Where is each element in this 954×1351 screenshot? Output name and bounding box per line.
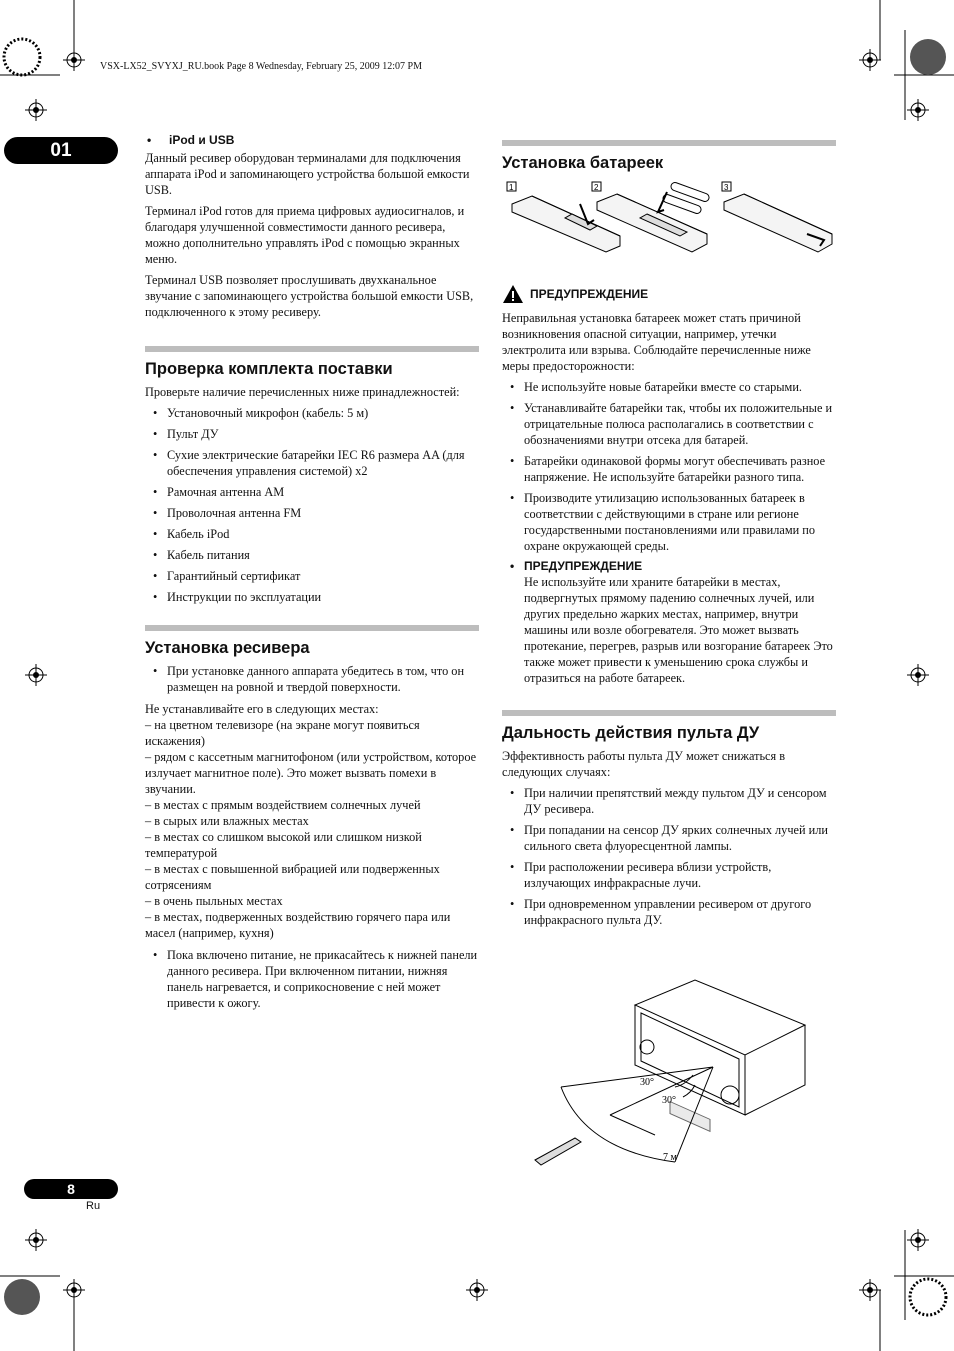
list-item: • Устанавливайте батарейки так, чтобы их положительные и отрицательные полюса располагались в соответствии с обозначениями внутри отсека для батарей. <box>502 400 836 448</box>
places-list <box>145 717 479 941</box>
list-item: • Гарантийный сертификат <box>145 568 479 584</box>
chapter-badge: 01 <box>4 137 118 164</box>
warning2-title: • ПРЕДУПРЕЖДЕНИЕ <box>510 559 643 573</box>
warning-triangle-icon <box>502 284 524 304</box>
list-item: • Пульт ДУ <box>145 426 479 442</box>
install-bullets <box>145 663 479 695</box>
section-title-install: Установка ресивера <box>145 639 310 657</box>
warning2-text: Не используйте или храните батарейки в местах, подвергнутых прямому падению солнечных лучей, или других предельно жарких местах, например, внутри машины или возле обогревателя. Это может вызвать протекание, перегрев, разрыв или возгорание батареек Это также может привести к уменьшению срока службы и отразиться на работе батареек. <box>524 575 833 685</box>
list-item: – на цветном телевизоре (на экране могут появиться искажения) <box>145 718 420 748</box>
install-bullets-2 <box>145 947 479 1011</box>
section-title-batteries: Установка батареек <box>502 154 664 172</box>
section-bar <box>502 710 836 716</box>
distance-label: 7 м <box>663 1152 677 1163</box>
ipod-paragraph: Терминал USB позволяет прослушивать двухканальное звучание с запоминающего устройства большой емкости USB, подключенного к этому ресиверу. <box>145 273 474 319</box>
angle-label: 30° <box>662 1095 676 1106</box>
accessories-list <box>145 405 479 605</box>
list-item: • Не используйте новые батарейки вместе со старыми. <box>502 379 836 395</box>
ipod-paragraph: Терминал iPod готов для приема цифровых аудиосигналов, и благодаря улучшенной совместимости данного ресивера, можно дополнительно управлять iPod с помощью экранных меню. <box>145 204 465 266</box>
list-item: • При наличии препятствий между пультом ДУ и сенсором ДУ ресивера. <box>502 785 836 817</box>
list-item: • Проволочная антенна FM <box>145 505 479 521</box>
list-item: • Батарейки одинаковой формы могут обеспечивать разное напряжение. Не используйте батарейки разного типа. <box>502 453 836 485</box>
section-bar <box>502 140 836 146</box>
page-number: 8 <box>24 1179 118 1199</box>
section-bar <box>145 625 479 631</box>
list-item: • При попадании на сенсор ДУ ярких солнечных лучей или сильного света флуоресцентной лампы. <box>502 822 836 854</box>
list-item: – в местах со слишком высокой или слишком низкой температурой <box>145 830 422 860</box>
section-title-range: Дальность действия пульта ДУ <box>502 724 760 742</box>
list-item: • Установочный микрофон (кабель: 5 м) <box>145 405 479 421</box>
file-header: VSX-LX52_SVYXJ_RU.book Page 8 Wednesday, February 25, 2009 12:07 PM <box>100 61 422 72</box>
right-column <box>502 140 836 934</box>
section-bar <box>145 346 479 352</box>
list-item: – в очень пыльных местах <box>145 894 283 908</box>
list-item: • Кабель iPod <box>145 526 479 542</box>
language-code: Ru <box>86 1200 101 1212</box>
list-item: – в сырых или влажных местах <box>145 814 309 828</box>
warning-header <box>502 284 836 304</box>
list-item: • При расположении ресивера вблизи устройств, излучающих инфракрасные лучи. <box>502 859 836 891</box>
list-item: • При установке данного аппарата убедитесь в том, что он размещен на ровной и твердой поверхности. <box>145 663 479 695</box>
range-conditions-list <box>502 785 836 928</box>
range-intro: Эффективность работы пульта ДУ может снижаться в следующих случаях: <box>502 749 786 779</box>
section-title-check: Проверка комплекта поставки <box>145 360 393 378</box>
list-item: – в местах, подверженных воздействию горячего пара или масел (например, кухня) <box>145 910 451 940</box>
install-intro: Не устанавливайте его в следующих местах: <box>145 702 379 716</box>
list-item: – в местах с прямым воздействием солнечных лучей <box>145 798 421 812</box>
list-item: – в местах с повышенной вибрацией или подверженных сотрясениям <box>145 862 440 892</box>
left-column <box>145 132 479 1017</box>
list-item: • При одновременном управлении ресивером от другого инфракрасного пульта ДУ. <box>502 896 836 928</box>
list-item: • Кабель питания <box>145 547 479 563</box>
angle-label: 30° <box>640 1077 654 1088</box>
list-item: • Пока включено питание, не прикасайтесь к нижней панели данного ресивера. При включенном питании, нижняя панель нагревается, и соприкосновение с ней может привести к ожогу. <box>145 947 479 1011</box>
list-item: • Производите утилизацию использованных батареек в соответствии с действующими в стране или регионе государственными постановлениями или правилами по охране окружающей среды. <box>502 490 836 554</box>
battery-precautions-list <box>502 379 836 554</box>
remote-range-illustration <box>525 975 815 1170</box>
ipod-heading: • iPod и USB <box>147 133 235 147</box>
battery-steps-image <box>502 180 836 264</box>
step-label: 3 <box>724 183 729 192</box>
ipod-paragraph: Данный ресивер оборудован терминалами для подключения аппарата iPod и запоминающего устройства большой емкости USB. <box>145 151 470 197</box>
list-item: • Инструкции по эксплуатации <box>145 589 479 605</box>
warning-text: Неправильная установка батареек может стать причиной возникновения опасной ситуации, например, утечки электролита или взрыва. Соблюдайте перечисленные ниже меры предосторожности: <box>502 311 811 373</box>
warning-title: ПРЕДУПРЕЖДЕНИЕ <box>530 287 649 301</box>
list-item: – рядом с кассетным магнитофоном (или устройством, которое излучает магнитное поле). Это может вызвать помехи в звучании. <box>145 750 477 796</box>
check-intro: Проверьте наличие перечисленных ниже принадлежностей: <box>145 385 460 399</box>
step-label: 2 <box>594 183 599 192</box>
step-label: 1 <box>509 183 514 192</box>
list-item: • Сухие электрические батарейки IEC R6 размера AA (для обеспечения управления системой) x2 <box>145 447 479 479</box>
battery-illustration <box>502 180 836 264</box>
list-item: • Рамочная антенна AM <box>145 484 479 500</box>
